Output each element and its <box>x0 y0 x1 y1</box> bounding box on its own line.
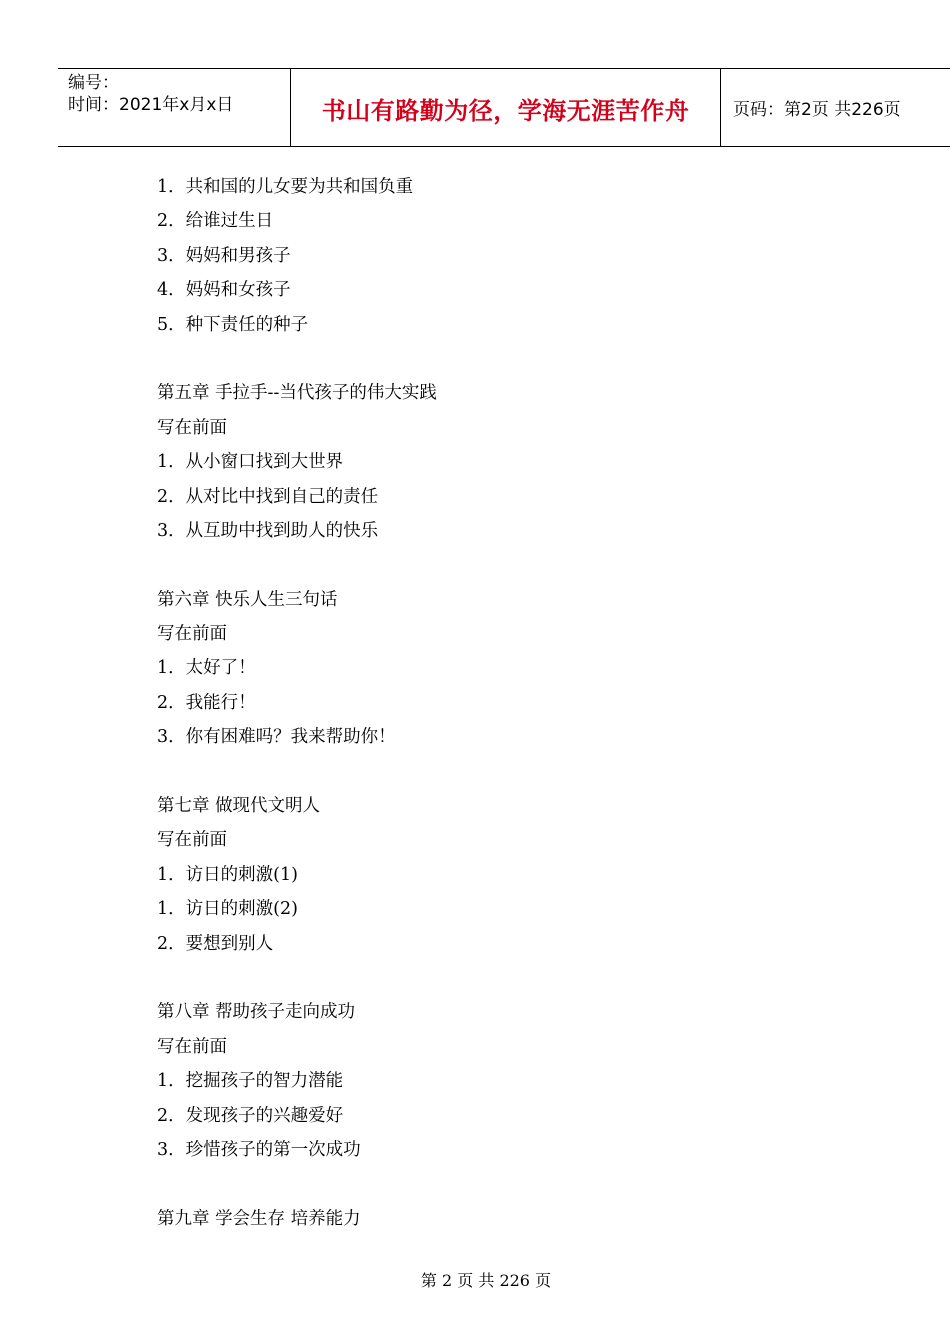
toc-entry: 写在前面 <box>157 830 227 851</box>
blank-line <box>157 550 857 584</box>
toc-entry: 1．从小窗口找到大世界 <box>157 452 344 473</box>
table-of-contents <box>157 172 857 1238</box>
toc-entry: 写在前面 <box>157 1036 227 1057</box>
toc-entry: 3．从互助中找到助人的快乐 <box>157 520 379 541</box>
page-footer: 第 2 页 共 226 页 <box>420 1271 552 1290</box>
blank-line <box>157 757 857 791</box>
toc-entry: 5．种下责任的种子 <box>157 314 309 335</box>
header-info <box>58 69 290 146</box>
chapter-heading: 第九章 学会生存 培养能力 <box>157 1208 361 1229</box>
toc-entry: 写在前面 <box>157 417 227 438</box>
header-page-code: 页码：第2页 共226页 <box>733 100 901 120</box>
toc-entry: 2．从对比中找到自己的责任 <box>157 486 379 507</box>
toc-entry: 1．挖掘孩子的智力潜能 <box>157 1071 344 1092</box>
page-header <box>58 68 950 147</box>
toc-entry: 1．访日的刺激(1) <box>157 864 298 885</box>
toc-entry: 1．访日的刺激(2) <box>157 899 298 920</box>
toc-entry: 2．发现孩子的兴趣爱好 <box>157 1105 344 1126</box>
time-label: 时间：2021年x月x日 <box>68 95 234 115</box>
chapter-heading: 第六章 快乐人生三句话 <box>157 589 338 610</box>
chapter-heading: 第七章 做现代文明人 <box>157 796 321 817</box>
toc-entry: 写在前面 <box>157 624 227 645</box>
chapter-heading: 第八章 帮助孩子走向成功 <box>157 1002 356 1023</box>
toc-entry: 1．共和国的儿女要为共和国负重 <box>157 177 414 197</box>
chapter-heading: 第五章 手拉手--当代孩子的伟大实践 <box>157 383 437 404</box>
toc-entry: 2．我能行！ <box>157 692 256 713</box>
toc-entry: 2．要想到别人 <box>157 933 274 954</box>
number-label: 编号： <box>68 73 119 93</box>
blank-line <box>157 963 857 997</box>
toc-entry: 1．太好了！ <box>157 658 256 679</box>
blank-line <box>157 344 857 378</box>
toc-entry: 4．妈妈和女孩子 <box>157 280 291 301</box>
header-motto-cell <box>290 69 721 146</box>
motto-text: 书山有路勤为径，学海无涯苦作舟 <box>321 97 690 125</box>
blank-line <box>157 1169 857 1203</box>
toc-entry: 3．妈妈和男孩子 <box>157 245 291 266</box>
toc-entry: 3．你有困难吗？我来帮助你！ <box>157 727 396 748</box>
toc-entry: 3．珍惜孩子的第一次成功 <box>157 1139 361 1160</box>
toc-entry: 2．给谁过生日 <box>157 211 274 232</box>
